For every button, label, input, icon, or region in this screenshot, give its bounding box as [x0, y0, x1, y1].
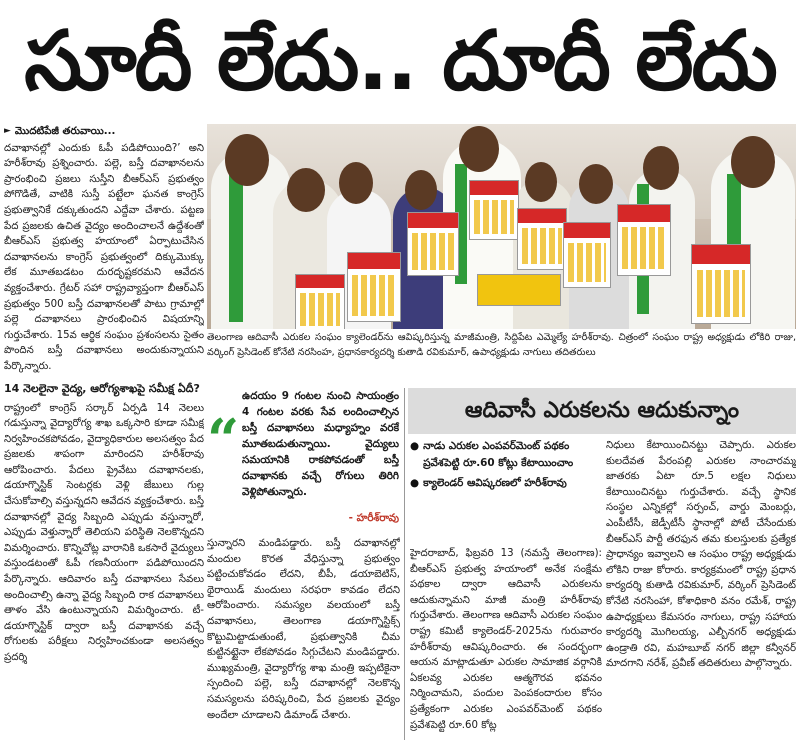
box-bullet — [410, 438, 602, 471]
box-column-2: నిధులు కేటాయించినట్టు చెప్పారు. ఎరుకల కులదేవత పేరంపల్లి ఎరుకల నాంచారమ్మ జాతరకు ఏటా రూ.5 లక్షల నిధులు కేటాయించినట్టు గుర్తుచేశారు. వచ్చే స్థానిక సంస్థల ఎన్నికల్లో సర్పంచ్, వార్డు మెంబర్లు, ఎంపీటీసీ, జెడ్పీటీసీ స్థానాల్లో పోటీ చేసేందుకు బీఆర్‌ఎస్ పార్టీ తరఫున తమ కులస్తులకు ప్రత్యేక ప్రాధాన్యం ఇవ్వాలని ఆ సంఘం రాష్ట్ర అధ్యక్షుడు లోకిని రాజు కోరారు. కార్యక్రమంలో రాష్ట్ర ప్రధాన కార్యదర్శి కుతాడి రవికుమార్, వర్కింగ్ ప్రెసిడెంట్ కోనేటి నరసింహా, కోశాధికారి వనం రమేశ్, రాష్ట్ర ఉపాధ్యక్షులు కేమసరం నాగులు, రాష్ట్ర సహాయ కార్యదర్శి మొగిలయ్య, ఎల్బీనగర్ అధ్యక్షుడు ఉండ్రాతి రవి, మహబూబ్ నగర్ జిల్లా కన్వీనర్ మాదగాని నరేశ్, ప్రవీణ్ తదితరులు పాల్గొన్నారు. — [606, 440, 796, 670]
quote-mark-icon: “ — [207, 407, 240, 473]
left-paragraph-2: రాష్ట్రంలో కాంగ్రెస్ సర్కార్ ఏర్పడి 14 నెలలు గడుస్తున్నా వైద్యారోగ్య శాఖ ఒక్కసారి కూడా సమీక్ష నిర్వహించకపోవడం, వైద్యాధికారుల అలసత్వం పేద ప్రజలకు శాపంగా మారిందని హరీశ్‌రావు ఆరోపించారు. పేదలు ప్రైవేటు దవాఖానలకు, డయాగ్నొస్టిక్ సెంటర్లకు వెళ్లి జేబులు గుల్ల చేసుకోవాల్సి వస్తున్నదని ఆవేదన వ్యక్తంచేశారు. బస్తీ దవాఖానల్లో వైద్య సిబ్బంది ఎప్పుడు వస్తున్నారో, ఎప్పుడు వెళ్తున్నారో తెలియని పరిస్థితి నెలకొన్నదని విమర్శించారు. కొన్నిచోట్ల వారానికి ఒకసారే వైద్యులు వస్తుండటంతో ఓపీ గణనీయంగా పడిపోయిందని పేర్కొన్నారు. ఆదివారం బస్తీ దవాఖానలు సేవలు అందించాల్సి ఉన్నా వైద్య సిబ్బంది రాక దవాఖానలు తాళం వేసి ఉంటున్నాయని విమర్శించారు. టీ-డయాగ్నొస్టిక్ ద్వారా బస్తీ దవాఖానకు వచ్చే రోగులకు పరీక్షలు నిర్వహించకుండా అలసత్వం ప్రదర్శి — [4, 402, 204, 663]
photo-calendar — [563, 222, 611, 288]
bullet-icon: ● — [410, 440, 420, 452]
pull-quote — [207, 388, 399, 528]
bullet-text: క్యాలెండర్ ఆవిష్కరణలో హరీశ్‌రావు — [423, 477, 567, 490]
middle-column-text: స్తున్నారని మండిపడ్డారు. బస్తీ దవాఖానల్లో మందుల కొరత వేధిస్తున్నా ప్రభుత్వం పట్టించుకోవడం లేదని, బీపీ, డయాబెటిస్, థైరాయిడ్ మందులు సరఫరా కావడం లేదని ఆరోపించారు. సమస్యల వలయంలో బస్తీ దవాఖానలు, తెలంగాణ డయాగ్నొస్టిక్స్ కొట్టుమిట్టాడుతుంటే, ప్రభుత్వానికి చీమ కుట్టినట్టైనా లేకపోవడం సిగ్గుచేటని మండిపడ్డారు. ముఖ్యమంత్రి, వైద్యారోగ్య శాఖ మంత్రి ఇప్పటికైనా స్పందించి పల్లె, బస్తీ దవాఖానల్లో నెలకొన్న సమస్యలను పరిష్కరించి, పేద ప్రజలకు వైద్యం అందేలా చూడాలని డిమాండ్ చేశారు. — [207, 538, 400, 721]
photo-calendar — [691, 244, 751, 324]
news-photo — [207, 124, 796, 329]
photo-calendar — [477, 274, 561, 306]
quote-attribution: - హరీశ్‌రావు — [348, 512, 399, 524]
photo-head — [459, 126, 499, 172]
photo-head — [287, 168, 325, 212]
box-column-1: హైదరాబాద్, ఫిబ్రవరి 13 (నమస్తే తెలంగాణ): బీఆర్‌ఎస్ ప్రభుత్వ హయాంలో అనేక సంక్షేమ పథకాల ద్వారా ఆదివాసీ ఎరుకలను ఆదుకున్నామని మాజీ మంత్రి హరీశ్‌రావు గుర్తుచేశారు. తెలంగాణ ఆదివాసీ ఎరుకల సంఘం రాష్ట్ర కమిటీ క్యాలెండర్-2025ను గురువారం హరీశ్‌రావు ఆవిష్కరించారు. ఈ సందర్భంగా ఆయన మాట్లాడుతూ ఎరుకల సామాజిక వర్గానికి ఏకలవ్య ఎరుకల ఆత్మగౌరవ భవనం నిర్మించామని, పందుల పెంపకందారుల కోసం ప్రత్యేకంగా ఎరుకల ఎంపవర్‌మెంట్ పథకం ప్రవేశపెట్టి రూ.60 కోట్ల — [410, 548, 602, 731]
column-divider — [404, 388, 405, 740]
left-paragraph-1: దవాఖానల్లో ఎందుకు ఓపీ పడిపోయింది?’ అని హరీశ్‌రావు ప్రశ్నించారు. పల్లె, బస్తీ దవాఖానలను ప్రారంభించి ప్రజలు సుస్తీని బీఆర్‌ఎస్ ప్రభుత్వం పోగొడితే, వాటికి సుస్తీ పట్టేలా ఘనత కాంగ్రెస్ ప్రభుత్వానికే దక్కుతుందని ఎద్దేవా చేశారు. పట్టణ పేద ప్రజలకు ఉచిత వైద్యం అందించాలనే ఉద్దేశంతో బీఆర్‌ఎస్ ప్రభుత్వ హయాంలో ఏర్పాటుచేసిన దవాఖానలను కాంగ్రెస్ ప్రభుత్వంలో దిక్కుమొక్కు లేక మూతబడటం దురదృష్టకరమని ఆవేదన వ్యక్తంచేశారు. గ్రేటర్ సహా రాష్ట్రవ్యాప్తంగా బీఆర్‌ఎస్ ప్రభుత్వం 500 బస్తీ దవాఖానలతో పాటు గ్రామాల్లో పల్లె దవాఖానలు ప్రారంభించిన విషయాన్ని గుర్తుచేశారు. 15వ ఆర్థిక సంఘం ప్రశంసలను సైతం పొందిన బస్తీ దవాఖానలు అందుకున్నాయని పేర్కొన్నారు. — [4, 142, 204, 372]
photo-calendar — [517, 208, 567, 270]
photo-scarf — [229, 172, 243, 322]
photo-calendar — [347, 252, 401, 322]
box-story-title: ఆదివాసీ ఎరుకలను ఆదుకున్నాం — [408, 388, 796, 434]
photo-calendar — [617, 204, 671, 276]
photo-head — [643, 146, 679, 190]
strap-text: మొదటిపేజీ తరువాయి... — [14, 126, 116, 137]
photo-head — [225, 134, 269, 186]
bullet-text: నాడు ఎరుకల ఎంపవర్‌మెంట్ పథకం ప్రవేశపెట్టి రూ.60 కోట్లు కేటాయించాం — [423, 440, 574, 469]
box-bullets — [410, 438, 602, 496]
headline: సూదీ లేదు.. దూదీ లేదు — [24, 14, 776, 109]
arrow-right-icon: ► — [4, 126, 11, 136]
photo-calendar — [295, 274, 345, 329]
photo-head — [339, 162, 373, 204]
quote-text: ఉదయం 9 గంటల నుంచి సాయంత్రం 4 గంటల వరకు సేవ లందించాల్సిన బస్తీ దవాఖానలు మధ్యాహ్నం వరకే మూతబడుతున్నాయి. వైద్యులు సమయానికి రాకపోవడంతో బస్తీ దవాఖానకు వచ్చే రోగులు తిరిగి వెళ్లిపోతున్నారు. — [242, 390, 399, 498]
photo-caption: తెలంగాణ ఆదివాసీ ఎరుకల సంఘం క్యాలెండర్‌ను ఆవిష్కరిస్తున్న మాజీమంత్రి, సిద్దిపేట ఎమ్మెల్యే హరీశ్‌రావు. చిత్రంలో సంఘం రాష్ట్ర అధ్యక్షుడు లోకిరి రాజు, వర్కింగ్ ప్రెసిడెంట్ కోనేటి నరసింహ, ప్రధానకార్యదర్శి కుతాడి రవికుమార్, ఉపాధ్యక్షుడు నాగులు తదితరులు — [207, 332, 796, 358]
box-bullet — [410, 475, 602, 492]
photo-head — [731, 136, 775, 188]
bullet-icon: ● — [410, 477, 420, 490]
left-column — [4, 124, 204, 738]
photo-head — [405, 170, 437, 210]
photo-head — [579, 164, 613, 204]
photo-head — [525, 162, 557, 202]
photo-calendar — [407, 212, 459, 276]
left-subheading: 14 నెలలైనా వైద్య, ఆరోగ్యశాఖపై సమీక్ష ఏదీ? — [4, 381, 200, 395]
photo-calendar — [469, 180, 519, 240]
continuation-strap — [4, 124, 204, 140]
